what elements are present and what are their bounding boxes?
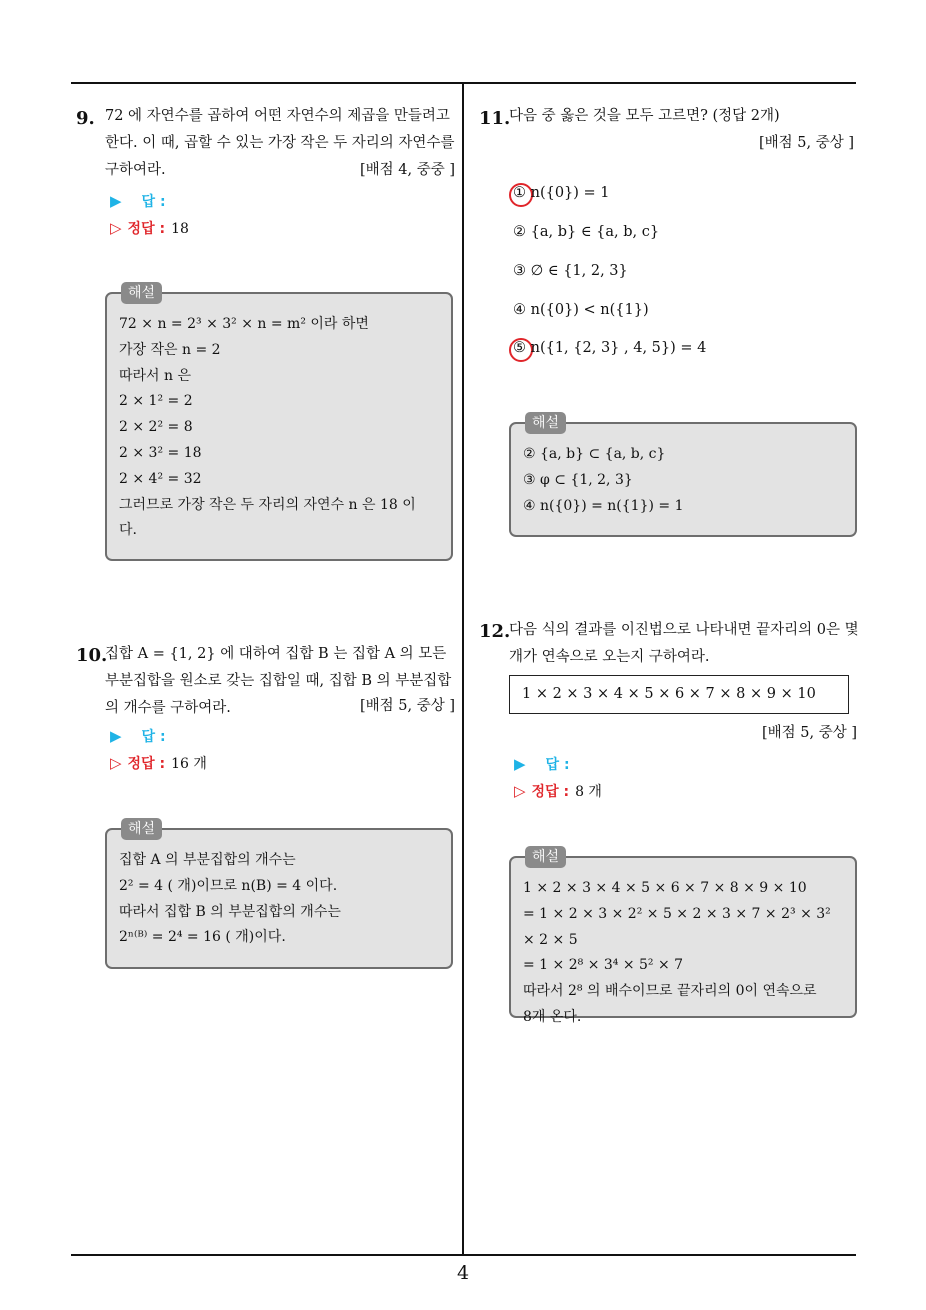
column-divider: [462, 82, 464, 1256]
question-12-correct-row: [514, 781, 602, 801]
question-10-solution-box: [105, 821, 453, 969]
question-10-answer-row: [110, 726, 166, 746]
correct-value: 16 개: [171, 756, 207, 772]
answer-label: 답 :: [545, 757, 570, 773]
correct-label: 정답 :: [127, 756, 166, 772]
question-9-score: [배점 4, 중중 ]: [359, 162, 455, 178]
question-9-answer-row: [110, 191, 166, 211]
solution-line: 1 × 2 × 3 × 4 × 5 × 6 × 7 × 8 × 9 × 10: [523, 880, 807, 896]
question-9-correct-row: [110, 218, 189, 238]
answer-arrow-icon: ▶: [514, 755, 526, 773]
option-3: ③ ∅ ∈ {1, 2, 3}: [513, 263, 628, 279]
correct-value: 8 개: [575, 784, 602, 800]
answer-label: 답 :: [141, 729, 166, 745]
question-9-solution-box: [105, 285, 453, 561]
correct-arrow-icon: ▷: [110, 754, 122, 772]
question-11-text: 다음 중 옳은 것을 모두 고르면? (정답 2개): [509, 108, 780, 124]
solution-line: = 1 × 2 × 3 × 2² × 5 × 2 × 3 × 7 × 2³ × 3² × 2 × 5: [523, 905, 831, 948]
solution-line: 8개 온다.: [523, 1008, 582, 1025]
correct-label: 정답 :: [127, 221, 166, 237]
solution-line: ③ φ ⊂ {1, 2, 3}: [523, 471, 633, 488]
question-10-correct-row: [110, 753, 207, 773]
solution-line: 2 × 4² = 32: [119, 470, 202, 487]
top-rule: [71, 82, 856, 84]
answer-arrow-icon: ▶: [110, 727, 122, 745]
solution-line: 따라서 2⁸ 의 배수이므로 끝자리의 0이 연속으로: [523, 983, 817, 1000]
solution-line: 다.: [119, 522, 137, 539]
option-2: ② {a, b} ∈ {a, b, c}: [513, 224, 660, 240]
question-12-score: [배점 5, 중상 ]: [761, 725, 857, 741]
question-11-score: [배점 5, 중상 ]: [758, 135, 854, 151]
solution-line: 2² = 4 ( 개)이므로 n(B) = 4 이다.: [119, 877, 338, 894]
question-10-score: [배점 5, 중상 ]: [359, 698, 455, 714]
solution-line: 가장 작은 n = 2: [119, 341, 221, 358]
solution-line: 2ⁿ⁽ᴮ⁾ = 2⁴ = 16 ( 개)이다.: [119, 929, 286, 946]
correct-arrow-icon: ▷: [514, 782, 526, 800]
correct-value: 18: [171, 221, 189, 237]
answer-label: 답 :: [141, 194, 166, 210]
question-12-number: 12.: [479, 621, 511, 642]
option-4: ④ n({0}) < n({1}): [513, 302, 649, 318]
solution-tag: 해설: [121, 282, 162, 304]
question-12-text: 다음 식의 결과를 이진법으로 나타내면 끝자리의 0은 몇 개가 연속으로 오는지 구하여라.: [509, 622, 859, 665]
option-5: ⑤ n({1, {2, 3} , 4, 5}) = 4: [513, 340, 707, 356]
solution-line: 2 × 2² = 8: [119, 419, 193, 436]
question-11-number: 11.: [479, 108, 511, 129]
question-12-solution-box: [509, 849, 857, 1025]
question-9-text: 72 에 자연수를 곱하여 어떤 자연수의 제곱을 만들려고 한다. 이 때, 곱할 수 있는 가장 작은 두 자리의 자연수를 구하여라.: [105, 108, 455, 178]
question-10-number: 10.: [76, 645, 108, 666]
solution-line: 2 × 3² = 18: [119, 444, 202, 461]
solution-line: 따라서 n 은: [119, 367, 192, 384]
solution-line: = 1 × 2⁸ × 3⁴ × 5² × 7: [523, 957, 684, 974]
question-9-number: 9.: [76, 108, 95, 129]
option-1: ① n({0}) = 1: [513, 185, 610, 201]
bottom-rule: [71, 1254, 856, 1256]
solution-line: 집합 A 의 부분집합의 개수는: [119, 852, 296, 868]
solution-line: 따라서 집합 B 의 부분집합의 개수는: [119, 903, 341, 920]
correct-arrow-icon: ▷: [110, 219, 122, 237]
solution-line: 2 × 1² = 2: [119, 393, 193, 410]
solution-line: ④ n({0}) = n({1}) = 1: [523, 497, 684, 514]
solution-line: 그러므로 가장 작은 두 자리의 자연수 n 은 18 이: [119, 496, 416, 513]
solution-line: ② {a, b} ⊂ {a, b, c}: [523, 446, 666, 462]
solution-tag: 해설: [525, 412, 566, 434]
question-12-answer-row: [514, 754, 570, 774]
solution-tag: 해설: [525, 846, 566, 868]
solution-line: 72 × n = 2³ × 3² × n = m² 이라 하면: [119, 316, 369, 332]
question-11-solution-box: [509, 415, 857, 537]
answer-arrow-icon: ▶: [110, 192, 122, 210]
page-number: 4: [456, 1262, 470, 1284]
question-10-text: 집합 A = {1, 2} 에 대하여 집합 B 는 집합 A 의 모든 부분집합을 원소로 갖는 집합일 때, 집합 B 의 부분집합의 개수를 구하여라.: [105, 646, 452, 716]
expression-box: 1 × 2 × 3 × 4 × 5 × 6 × 7 × 8 × 9 × 10: [509, 675, 849, 714]
correct-label: 정답 :: [531, 784, 570, 800]
solution-tag: 해설: [121, 818, 162, 840]
